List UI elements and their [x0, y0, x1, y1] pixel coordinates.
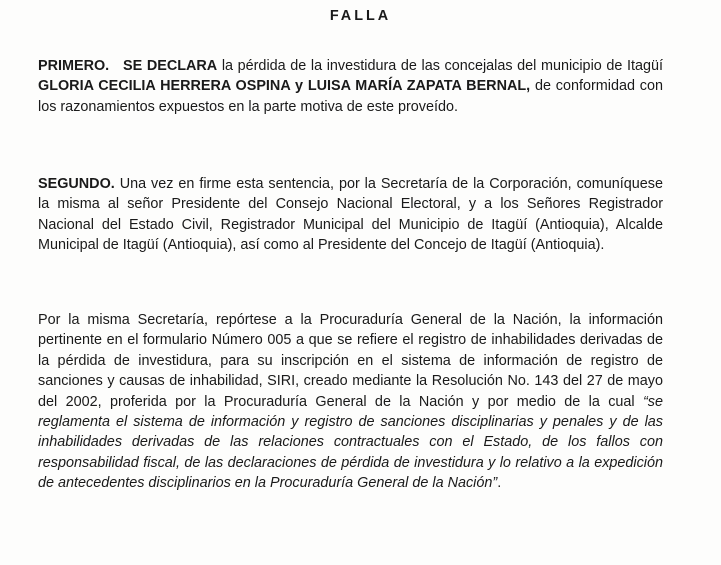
section-heading: FALLA: [329, 8, 392, 24]
concejala-name-1: GLORIA CECILIA HERRERA OSPINA: [38, 78, 291, 95]
segundo-label: SEGUNDO.: [38, 176, 115, 192]
concejala-name-2: LUISA MARÍA ZAPATA BERNAL,: [307, 78, 531, 95]
tercero-end: .: [497, 475, 502, 492]
primero-text-1: la pérdida de la investidura de las concejalas del municipio de Itagüí: [217, 58, 664, 74]
tercero-text: Por la misma Secretaría, repórtese a la Procuraduría General de la Nación, la información pertinente en el formulario Número 005 a que se refiere el registro de inhabilidades derivadas de la pérdida de investidura, para su inscripción en el sistema de información de registro de sanciones y causas de inhabilidad, SIRI, creado mediante la Resolución No. 143 del 27 de mayo del 2002, proferida por la Procuraduría General de la Nación y por medio de la cual: [38, 312, 663, 410]
paragraph-tercero: [38, 310, 663, 494]
primero-label: PRIMERO.: [38, 58, 110, 74]
primero-and: y: [290, 78, 308, 95]
primero-text-2: de conformidad con los razonamientos expuestos en la parte motiva de este proveído.: [38, 78, 663, 115]
primero-declara: SE DECLARA: [123, 58, 218, 74]
paragraph-primero: [38, 56, 663, 117]
segundo-text: Una vez en firme esta sentencia, por la Secretaría de la Corporación, comuníquese la misma al señor Presidente del Consejo Nacional Electoral, y a los Señores Registrador Nacional del Estado Civil, Registrador Municipal del Municipio de Itagüí (Antioquia), Alcalde Municipal de Itagüí (Antioquia), así como al Presidente del Concejo de Itagüí (Antioquia).: [38, 176, 663, 254]
resolution-quote: “se reglamenta el sistema de información y registro de sanciones disciplinarias y penales y de las inhabilidades derivadas de las relaciones contractuales con el Estado, de los fallos con responsabilidad fiscal, de las declaraciones de pérdida de investidura y lo relativo a la expedición de antecedentes disciplinarios en la Procuraduría General de la Nación”: [38, 393, 663, 492]
paragraph-segundo: [38, 174, 663, 256]
